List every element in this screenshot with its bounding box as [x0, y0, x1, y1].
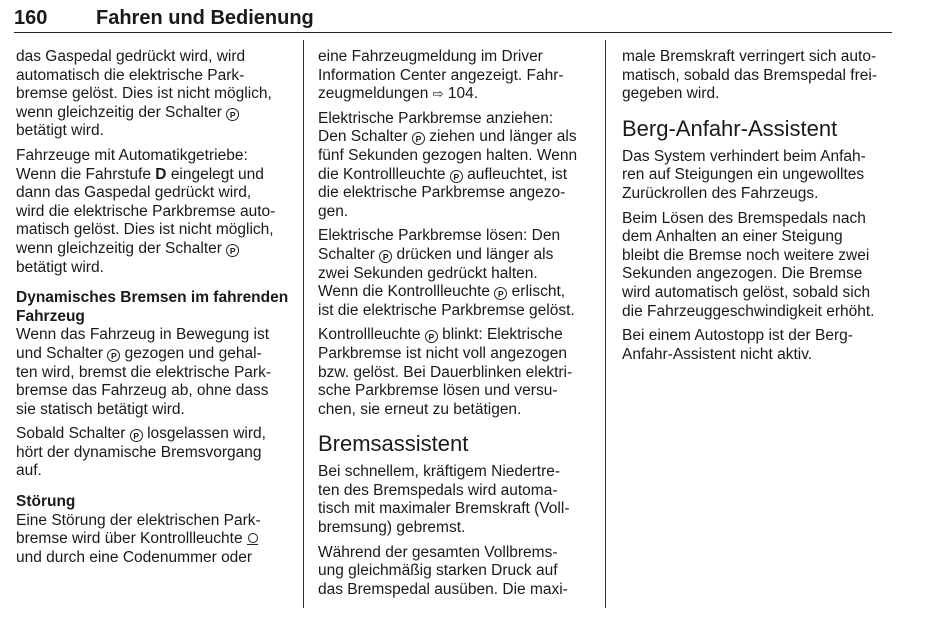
paragraph: Während der gesamten Vollbrems- ung gleichmäßig starken Druck auf das Bremspedal ausüben. Die maxi-	[318, 543, 568, 598]
page-reference-arrow-icon: ⇨	[432, 86, 444, 102]
paragraph: Beim Lösen des Bremspedals nach dem Anhalten an einer Steigung bleibt die Bremse noch weitere zwei Sekunden angezogen. Die Bremse wird automatisch gelöst, sobald sich die Fahrzeuggeschwindigkeit erhöht.	[622, 209, 875, 320]
paragraph: Sobald Schalter P losgelassen wird, hört der dynamische Bremsvorgang auf.	[16, 425, 266, 480]
page-number: 160	[14, 7, 48, 29]
column-divider	[605, 40, 606, 608]
paragraph: Wenn das Fahrzeug in Bewegung ist und Schalter P gezogen und gehal- ten wird, bremst die elektrische Park- bremse das Fahrzeug ab, ohne dass sie statisch betätigt wird.	[16, 326, 271, 418]
parking-brake-lamp-icon: P	[494, 287, 507, 300]
paragraph: Kontrollleuchte P blinkt: Elektrische Parkbremse ist nicht voll angezogen bzw. gelöst. Bei Dauerblinken elektri- sche Parkbremse lösen und versu- chen, sie erneut zu betätigen.	[318, 326, 573, 418]
fault-warning-lamp-icon	[247, 532, 258, 545]
gear-position-d: D	[155, 165, 167, 183]
paragraph: Eine Störung der elektrischen Park- bremse wird über Kontrollleuchte und durch eine Codenummer oder	[16, 511, 261, 566]
parking-brake-switch-icon: P	[412, 132, 425, 145]
page-header	[14, 6, 892, 33]
column-2	[318, 48, 594, 605]
parking-brake-switch-icon: P	[107, 349, 120, 362]
parking-brake-switch-icon: P	[379, 250, 392, 263]
paragraph: Bei einem Autostopp ist der Berg- Anfahr-Assistent nicht aktiv.	[622, 327, 853, 363]
paragraph: Elektrische Parkbremse lösen: Den Schalter P drücken und länger als zwei Sekunden gedrückt halten. Wenn die Kontrollleuchte P erlischt, ist die elektrische Parkbremse gelöst.	[318, 227, 575, 319]
paragraph: male Bremskraft verringert sich auto- matisch, sobald das Bremspedal frei- gegeben wird.	[622, 48, 878, 103]
subheading: Störung	[16, 493, 76, 511]
parking-brake-switch-icon: P	[130, 429, 143, 442]
section-heading: Berg-Anfahr-Assistent	[622, 115, 838, 141]
section-heading: Bremsassistent	[318, 431, 469, 457]
parking-brake-lamp-icon: P	[425, 330, 438, 343]
paragraph: das Gaspedal gedrückt wird, wird automatisch die elektrische Park- bremse gelöst. Dies ist nicht möglich, wenn gleichzeitig der Schalter P betätigt wird.	[16, 48, 272, 140]
paragraph: eine Fahrzeugmeldung im Driver Information Center angezeigt. Fahr- zeugmeldungen ⇨ 104.	[318, 48, 564, 103]
column-divider	[303, 40, 304, 608]
paragraph: Fahrzeuge mit Automatikgetriebe: Wenn die Fahrstufe D eingelegt und dann das Gaspedal gedrückt wird, wird die elektrische Parkbremse auto- matisch gelöst. Dies ist nicht möglich, wenn gleichzeitig der Schalter P betätigt wird.	[16, 146, 276, 276]
parking-brake-lamp-icon: P	[450, 170, 463, 183]
parking-brake-switch-icon: P	[226, 244, 239, 257]
chapter-title: Fahren und Bedienung	[96, 7, 314, 29]
paragraph: Das System verhindert beim Anfah- ren auf Steigungen ein ungewolltes Zurückrollen des Fahrzeugs.	[622, 147, 866, 202]
parking-brake-switch-icon: P	[226, 108, 239, 121]
column-3	[622, 48, 898, 370]
paragraph: Bei schnellem, kräftigem Niedertre- ten des Bremspedals wird automa- tisch mit maximaler Bremskraft (Voll- bremsung) gebremst.	[318, 463, 570, 537]
page-reference: 104.	[447, 85, 479, 103]
paragraph: Elektrische Parkbremse anziehen: Den Schalter P ziehen und länger als fünf Sekunden gezogen halten. Wenn die Kontrollleuchte P aufleuchtet, ist die elektrische Parkbremse angezo- gen.	[318, 109, 578, 220]
column-1	[16, 48, 292, 573]
subheading: Dynamisches Bremsen im fahrenden Fahrzeug	[16, 289, 289, 325]
